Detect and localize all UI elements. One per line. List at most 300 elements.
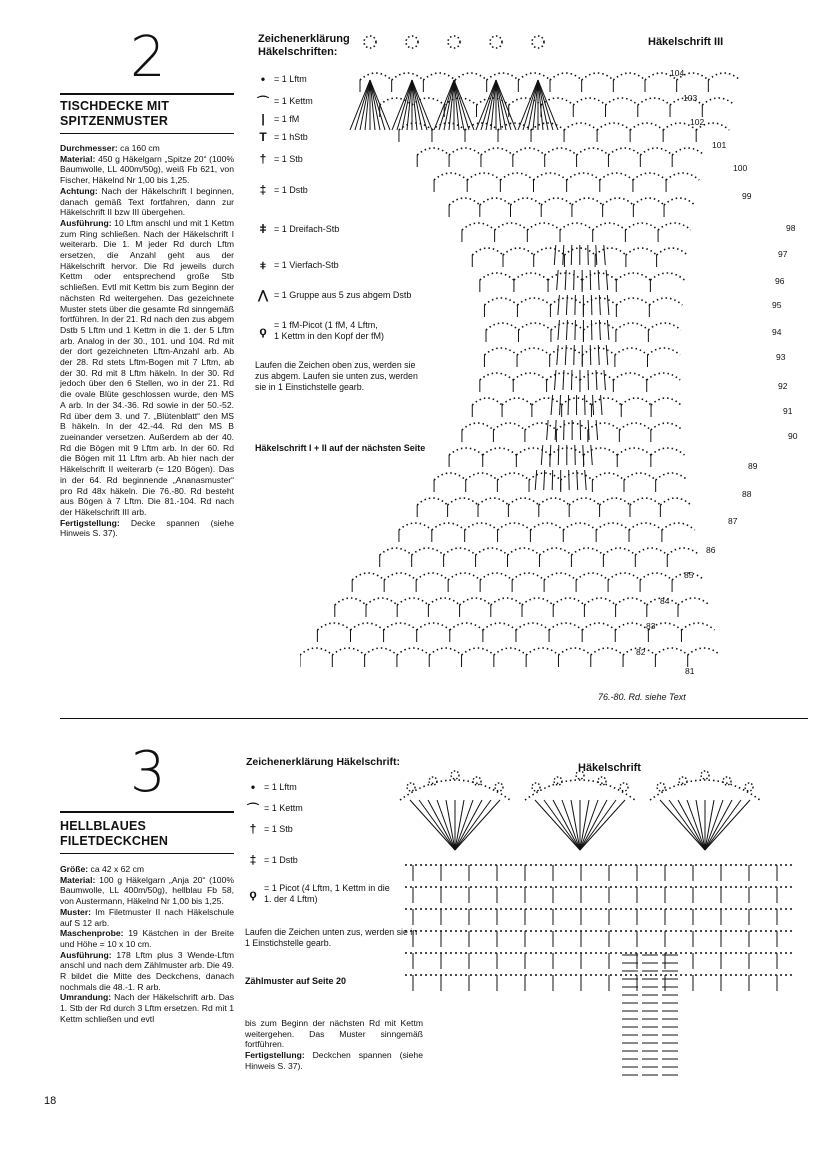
chain-arc	[449, 448, 483, 455]
chain-arc	[544, 573, 576, 580]
pineapple-stitch	[571, 370, 572, 390]
instruction-label: Achtung:	[60, 185, 98, 196]
round-label: 87	[728, 516, 738, 526]
chain-arc	[613, 73, 645, 80]
chain-arc	[472, 248, 503, 255]
round-label: 93	[776, 352, 786, 362]
instruction-text: 450 g Häkelgarn „Spitze 20“ (100% Baumwolle, LL 400m/50g), weiß Fb 621, von Fischer, Häkelnd Nr 1,00 bis 1,25.	[60, 153, 234, 186]
legend-text: = 1 Dreifach-Stb	[274, 223, 340, 234]
instruction-label: Größe:	[60, 864, 89, 874]
chain-arc	[577, 148, 609, 155]
chain-arc	[335, 598, 366, 605]
instruction-text: Nach der Häkelschrift arb. Das 1. Stb der Rd durch 3 Lftm ersetzen. Rd mit 1 Kettm schließen und evtl	[60, 992, 234, 1024]
picot-icon	[532, 783, 540, 791]
pineapple-stitch	[569, 470, 570, 490]
chain-arc	[483, 448, 517, 455]
fan-stitch	[437, 800, 455, 850]
chain-arc	[317, 623, 350, 630]
legend-text: = 1 fM-Picot (1 fM, 4 Lftm, 1 Kettm in den Kopf der fM)	[274, 320, 385, 341]
pineapple-stitch	[558, 320, 560, 340]
chain-arc	[449, 198, 480, 205]
pineapple-stitch	[585, 395, 586, 415]
stitch-symbol-icon: ǂ	[259, 222, 267, 236]
chain-arc	[651, 398, 681, 405]
legend-text: = 1 Lftm	[274, 73, 307, 84]
instruction-text: Decke spannen (siehe Hinweis S. 37).	[60, 517, 234, 539]
pattern2-legend-title: Zeichenerklärung Häkelschriften:	[258, 33, 350, 58]
pineapple-stitch	[604, 370, 606, 390]
chain-arc	[465, 523, 498, 530]
legend-row	[256, 112, 299, 126]
chain-arc	[582, 623, 615, 630]
stitch-symbol-icon: ⌒	[246, 802, 259, 816]
chain-arc	[603, 198, 634, 205]
chain-arc	[448, 498, 478, 505]
chain-arc	[658, 223, 691, 230]
chain-arc	[584, 598, 615, 605]
instruction-text: ca 160 cm	[117, 143, 160, 153]
chain-arc	[400, 780, 510, 800]
chain-arc	[508, 498, 538, 505]
chain-arc	[672, 148, 704, 155]
chain-arc	[647, 373, 680, 380]
chain-arc	[569, 498, 599, 505]
picot-icon	[620, 783, 628, 791]
round-label: 97	[778, 249, 788, 259]
legend-row	[256, 152, 303, 166]
chain-arc	[518, 73, 550, 80]
chain-arc	[512, 573, 544, 580]
chain-arc	[483, 623, 516, 630]
pattern3-title	[60, 819, 168, 849]
chain-arc	[513, 373, 546, 380]
picot-icon	[657, 783, 665, 791]
stitch-symbol-icon: ⧧	[259, 258, 267, 272]
chain-arc	[617, 448, 651, 455]
chain-arc	[564, 123, 597, 130]
chain-arc	[616, 273, 650, 280]
chain-arc	[384, 573, 416, 580]
instruction-label: Material:	[60, 153, 96, 164]
legend-text: = 1 Stb	[264, 823, 293, 834]
chain-arc	[608, 148, 640, 155]
fan-stitch	[402, 80, 412, 130]
stitch-symbol-icon: ϙ	[249, 887, 257, 901]
pattern3-instructions	[60, 864, 234, 1025]
chain-arc	[360, 73, 392, 80]
stitch-symbol-icon: •	[260, 72, 266, 86]
pineapple-stitch	[564, 420, 565, 440]
pattern3-title-underline	[60, 853, 234, 854]
chain-arc	[350, 623, 383, 630]
chain-arc	[476, 548, 508, 555]
chain-arc	[606, 98, 638, 105]
legend-row	[246, 822, 293, 836]
chain-arc	[412, 548, 444, 555]
chain-arc	[516, 448, 550, 455]
pineapple-stitch	[596, 245, 597, 265]
fan-stitch	[454, 80, 464, 130]
round-label: 92	[778, 381, 788, 391]
pattern2-chart-footnote: 76.-80. Rd. siehe Text	[598, 692, 686, 702]
chain-arc	[480, 273, 514, 280]
chain-arc	[573, 98, 605, 105]
chain-arc	[624, 473, 656, 480]
chain-arc	[553, 598, 584, 605]
chain-arc	[619, 423, 650, 430]
round-label: 103	[683, 93, 698, 103]
legend-text: = 1 Kettm	[264, 803, 303, 813]
fan-stitch	[580, 800, 616, 850]
instruction-paragraph	[60, 992, 234, 1024]
chain-arc	[478, 498, 508, 505]
chain-arc	[462, 423, 493, 430]
pineapple-stitch	[557, 270, 559, 290]
stitch-symbol-icon: T	[259, 130, 267, 144]
pineapple-stitch	[607, 320, 609, 340]
round-label: 94	[772, 327, 782, 337]
chain-arc	[495, 223, 528, 230]
chain-arc	[600, 498, 630, 505]
round-label: 85	[684, 570, 694, 580]
pattern3-title-line1: HELLBLAUES	[60, 819, 147, 833]
instruction-label: Muster:	[60, 906, 92, 917]
pattern2-crochet-chart	[300, 30, 810, 690]
picot-icon	[407, 783, 415, 791]
chain-arc	[514, 273, 548, 280]
chain-arc	[651, 448, 685, 455]
round-label: 100	[733, 163, 748, 173]
instruction-text: bis zum Beginn der nächsten Rd mit Kettm weitergehen. Das Muster sinngemäß fortführen.	[245, 1018, 423, 1050]
chain-arc	[593, 223, 626, 230]
chain-arc	[572, 198, 603, 205]
chain-arc	[633, 198, 664, 205]
instruction-label: Umrandung:	[60, 992, 112, 1003]
instruction-text: Deckchen spannen (siehe Hinweis S. 37).	[245, 1050, 423, 1071]
chain-arc	[647, 348, 680, 355]
chain-arc	[397, 598, 428, 605]
chain-arc	[708, 73, 740, 80]
instruction-label: Fertigstellung:	[245, 1050, 305, 1061]
chain-arc	[591, 648, 623, 655]
fan-stitch	[455, 800, 491, 850]
instruction-paragraph	[60, 154, 234, 186]
pattern2-legend-note: Laufen die Zeichen oben zus, werden sie zus abgem. Laufen sie unten zus, werden sie in 1 Einstichstelle gearb.	[255, 360, 418, 392]
chain-arc	[576, 573, 608, 580]
chain-arc	[429, 648, 461, 655]
stitch-symbol-icon: ϙ	[259, 324, 267, 338]
chain-arc	[300, 648, 332, 655]
chain-arc	[545, 148, 577, 155]
chain-arc	[480, 198, 511, 205]
chain-arc	[466, 473, 498, 480]
pineapple-stitch	[541, 445, 543, 465]
pattern3-legend-title: Zeichenerklärung Häkelschrift:	[246, 756, 401, 768]
pineapple-stitch	[591, 320, 592, 340]
round-label: 84	[660, 596, 670, 606]
fan-stitch	[455, 800, 473, 850]
chain-arc	[662, 523, 695, 530]
chain-arc	[640, 573, 672, 580]
chain-arc	[434, 473, 466, 480]
chain-arc	[530, 523, 563, 530]
chain-arc	[549, 623, 582, 630]
instruction-paragraph	[60, 928, 234, 949]
round-label: 88	[742, 489, 752, 499]
chain-arc	[603, 548, 635, 555]
pineapple-stitch	[554, 370, 556, 390]
chain-arc	[702, 98, 734, 105]
pineapple-stitch	[606, 345, 608, 365]
chain-arc	[630, 498, 660, 505]
fan-stitch	[562, 800, 580, 850]
chain-arc	[417, 498, 447, 505]
chain-arc	[497, 473, 529, 480]
chain-arc	[484, 298, 517, 305]
chain-arc	[655, 648, 687, 655]
pineapple-stitch	[580, 420, 581, 440]
chain-arc	[384, 623, 417, 630]
fan-stitch	[528, 80, 538, 130]
chain-arc	[596, 523, 629, 530]
instruction-paragraph	[60, 186, 234, 218]
instruction-text: 178 Lftm plus 3 Wende-Lftm anschl und nach dem Zählmuster arb. Die 49. R bildet die Mitte des Deckchens, danach nochmals die 48.-1. R arb.	[60, 949, 234, 992]
fan-stitch	[538, 80, 548, 130]
pineapple-stitch	[590, 270, 591, 290]
chain-arc	[526, 648, 558, 655]
chain-arc	[649, 298, 682, 305]
instruction-label: Material:	[60, 874, 96, 885]
pineapple-stitch	[565, 345, 566, 365]
legend-text: = 1 fM	[274, 113, 300, 124]
instruction-paragraph	[60, 875, 234, 907]
picot-icon	[495, 783, 503, 791]
chain-arc	[558, 648, 590, 655]
pineapple-stitch	[547, 420, 549, 440]
chain-arc	[399, 523, 432, 530]
chain-arc	[460, 598, 491, 605]
pineapple-stitch	[560, 395, 561, 415]
chain-arc	[480, 573, 512, 580]
pattern2-reference-note: Häkelschrift I + II auf der nächsten Seite	[255, 443, 426, 453]
pineapple-stitch	[550, 445, 551, 465]
chain-arc	[600, 173, 633, 180]
chain-arc	[448, 573, 480, 580]
chain-arc	[491, 598, 522, 605]
round-label: 99	[742, 191, 752, 201]
legend-text: = 1 Dstb	[264, 854, 298, 865]
chain-arc	[417, 623, 450, 630]
chain-arc	[534, 248, 565, 255]
chain-arc	[513, 148, 545, 155]
legend-row	[246, 853, 298, 867]
pineapple-stitch	[588, 370, 589, 390]
pineapple-stitch	[571, 245, 572, 265]
chain-arc	[650, 273, 684, 280]
chain-arc	[648, 323, 680, 330]
fan-stitch	[580, 800, 598, 850]
instruction-paragraph	[60, 864, 234, 875]
round-label: 82	[636, 647, 646, 657]
fan-stitch	[412, 80, 422, 130]
pattern2-number: 2	[130, 25, 166, 90]
picot-icon	[448, 36, 460, 48]
chain-arc	[539, 548, 571, 555]
chain-arc	[525, 423, 556, 430]
instruction-paragraph	[60, 218, 234, 518]
pineapple-stitch	[588, 245, 589, 265]
page-number: 18	[44, 1095, 57, 1107]
round-label: 104	[670, 68, 685, 78]
instruction-label: Maschenprobe:	[60, 928, 124, 939]
chain-arc	[616, 598, 647, 605]
chain-arc	[432, 523, 465, 530]
chain-arc	[481, 148, 513, 155]
chain-arc	[380, 548, 412, 555]
chain-arc	[651, 423, 682, 430]
chain-arc	[486, 323, 518, 330]
chain-arc	[657, 248, 688, 255]
round-label: 98	[786, 223, 796, 233]
legend-text: = 1 hStb	[274, 131, 308, 142]
chain-arc	[500, 173, 533, 180]
chain-arc	[352, 573, 384, 580]
fan-stitch	[419, 800, 455, 850]
stitch-symbol-icon: †	[259, 152, 267, 166]
pineapple-stitch	[607, 295, 609, 315]
chain-arc	[626, 248, 657, 255]
instruction-paragraph	[60, 950, 234, 993]
pattern3-legend-note: Laufen die Zeichen unten zus, werden sie in 1 Einstichstelle gearb.	[245, 927, 418, 948]
pattern2-title-line2: SPITZENMUSTER	[60, 114, 169, 128]
chain-arc	[428, 598, 459, 605]
pattern3-chart-title: Häkelschrift	[578, 762, 641, 774]
pineapple-stitch	[575, 320, 576, 340]
legend-text: = 1 Lftm	[264, 781, 297, 792]
pineapple-stitch	[590, 345, 591, 365]
instruction-paragraph	[60, 518, 234, 539]
fan-stitch	[496, 80, 506, 130]
chain-arc	[563, 523, 596, 530]
chain-arc	[517, 298, 550, 305]
chain-arc	[640, 148, 672, 155]
pineapple-stitch	[574, 270, 575, 290]
chain-arc	[416, 573, 448, 580]
chain-arc	[525, 780, 635, 800]
chain-arc	[522, 598, 553, 605]
chain-arc	[541, 198, 572, 205]
round-label: 89	[748, 461, 758, 471]
chain-arc	[516, 623, 549, 630]
round-label: 86	[706, 545, 716, 555]
pattern2-instructions	[60, 143, 234, 539]
stitch-symbol-icon: •	[250, 780, 256, 794]
chain-arc	[366, 598, 397, 605]
pattern2-title-line1: TISCHDECKE MIT	[60, 99, 170, 113]
fan-stitch	[687, 800, 705, 850]
chain-arc	[681, 623, 714, 630]
instruction-text: Im Filetmuster II nach Häkelschule auf S 12 arb.	[60, 906, 234, 928]
instruction-text: ca 42 x 62 cm	[88, 864, 145, 874]
pineapple-stitch	[557, 345, 559, 365]
picot-icon	[406, 36, 418, 48]
stitch-symbol-icon: ⌒	[256, 95, 269, 109]
chain-arc	[633, 173, 666, 180]
legend-row	[246, 883, 390, 905]
chain-arc	[455, 73, 487, 80]
chain-arc	[616, 323, 648, 330]
chain-arc	[487, 73, 519, 80]
chain-arc	[638, 98, 670, 105]
chain-arc	[582, 73, 614, 80]
instruction-paragraph	[60, 143, 234, 154]
legend-row	[246, 800, 303, 817]
chain-arc	[508, 548, 540, 555]
round-label: 91	[783, 406, 793, 416]
round-label: 81	[685, 666, 695, 676]
chain-arc	[688, 648, 720, 655]
round-label: 95	[772, 300, 782, 310]
chain-arc	[597, 123, 630, 130]
pineapple-stitch	[591, 295, 592, 315]
chain-arc	[518, 323, 550, 330]
fan-stitch	[669, 800, 705, 850]
pineapple-stitch	[568, 395, 569, 415]
picot-icon	[701, 771, 709, 779]
chain-arc	[548, 273, 582, 280]
chain-arc	[365, 648, 397, 655]
pattern3-title-line2: FILETDECKCHEN	[60, 834, 169, 848]
legend-text: = 1 Picot (4 Lftm, 1 Kettm in die 1. der 4 Lftm)	[264, 883, 390, 904]
instruction-label: Durchmesser:	[60, 143, 118, 153]
chain-arc	[392, 73, 424, 80]
chain-arc	[613, 373, 646, 380]
fan-stitch	[360, 80, 370, 130]
picot-icon	[745, 783, 753, 791]
chain-arc	[582, 273, 616, 280]
chain-arc	[656, 473, 688, 480]
legend-text: = 1 Vierfach-Stb	[274, 260, 339, 270]
legend-text: = 1 Kettm	[274, 96, 313, 106]
chain-arc	[434, 173, 467, 180]
chain-arc	[444, 548, 476, 555]
fan-stitch	[705, 800, 723, 850]
chain-arc	[503, 248, 534, 255]
chain-arc	[502, 398, 532, 405]
instruction-text: 10 Lftm anschl und mit 1 Kettm zum Ring schließen. Nach der Häkelschrift I weiterarb. Die 1. M jeder Rd durch Lftm ersetzen, die Anzahl geht aus der Häkelschrift hervor. Die Rd jeweils durch Kettm oder entsprechend große Stb schließen. Evtl mit Kettm bis zum Beginn der nächsten Rd weitergehen. Das gezeichnete Muster stets über die gesamte Rd sinngemäß fortführen. In der 21. Rd nach den zus abgem Dstb 5 Lftm und 1 Kettm in die 1. der 5 Lftm arb. Analog in der 30., 101. und 104. Rd mit der dort gezeichneten Lftm-Anzahl arb. Ab der 28. Rd stets Lftm-Bogen mit 7 Lftm, ab der 30. Rd mit 8 Lftm häkeln. In der 30. Rd jedoch über den 6 Stellen, wo in der 21. Rd die ovale Blüte geschlossen wurde, den MS A arb. In der 34.-36. Rd sowie in der 50.-52. Rd über dem 3. und 7. „Blütenblatt“ den MS B häkeln. In der 42.-44. Rd den MS B zueinander versetzen. Außerdem ab der 40. Rd die Bögen mit 9 Lftm arb. In der 60. Rd die Bögen mit 11 Lftm arb. Ab hier nach der Häkelschrift II weiterarb (= 120 Bögen). Das in der 64. Rd beginnende „Ananasmuster“ pro Rd 48x häkeln. Die 76.-80. Rd besteht aus Bögen à 7 Lftm. Die 81.-104. Rd nach der Häkelschrift III arb.	[60, 217, 234, 517]
chain-arc	[332, 648, 364, 655]
pattern3-number: 3	[130, 740, 166, 805]
chain-arc	[592, 473, 624, 480]
legend-text: = 1 Gruppe aus 5 zus abgem Dstb	[274, 289, 412, 300]
pineapple-stitch	[552, 470, 553, 490]
pineapple-stitch	[585, 470, 587, 490]
chain-arc	[660, 498, 690, 505]
section-divider	[60, 718, 808, 719]
fan-stitch	[705, 800, 741, 850]
pineapple-stitch	[558, 445, 559, 465]
chain-arc	[625, 223, 658, 230]
round-label: 96	[775, 276, 785, 286]
chain-arc	[608, 573, 640, 580]
round-label: 90	[788, 431, 798, 441]
chain-arc	[678, 598, 709, 605]
chain-arc	[667, 548, 699, 555]
round-label: 102	[690, 117, 705, 127]
chain-arc	[533, 173, 566, 180]
pineapple-stitch	[606, 270, 608, 290]
chain-arc	[615, 348, 648, 355]
